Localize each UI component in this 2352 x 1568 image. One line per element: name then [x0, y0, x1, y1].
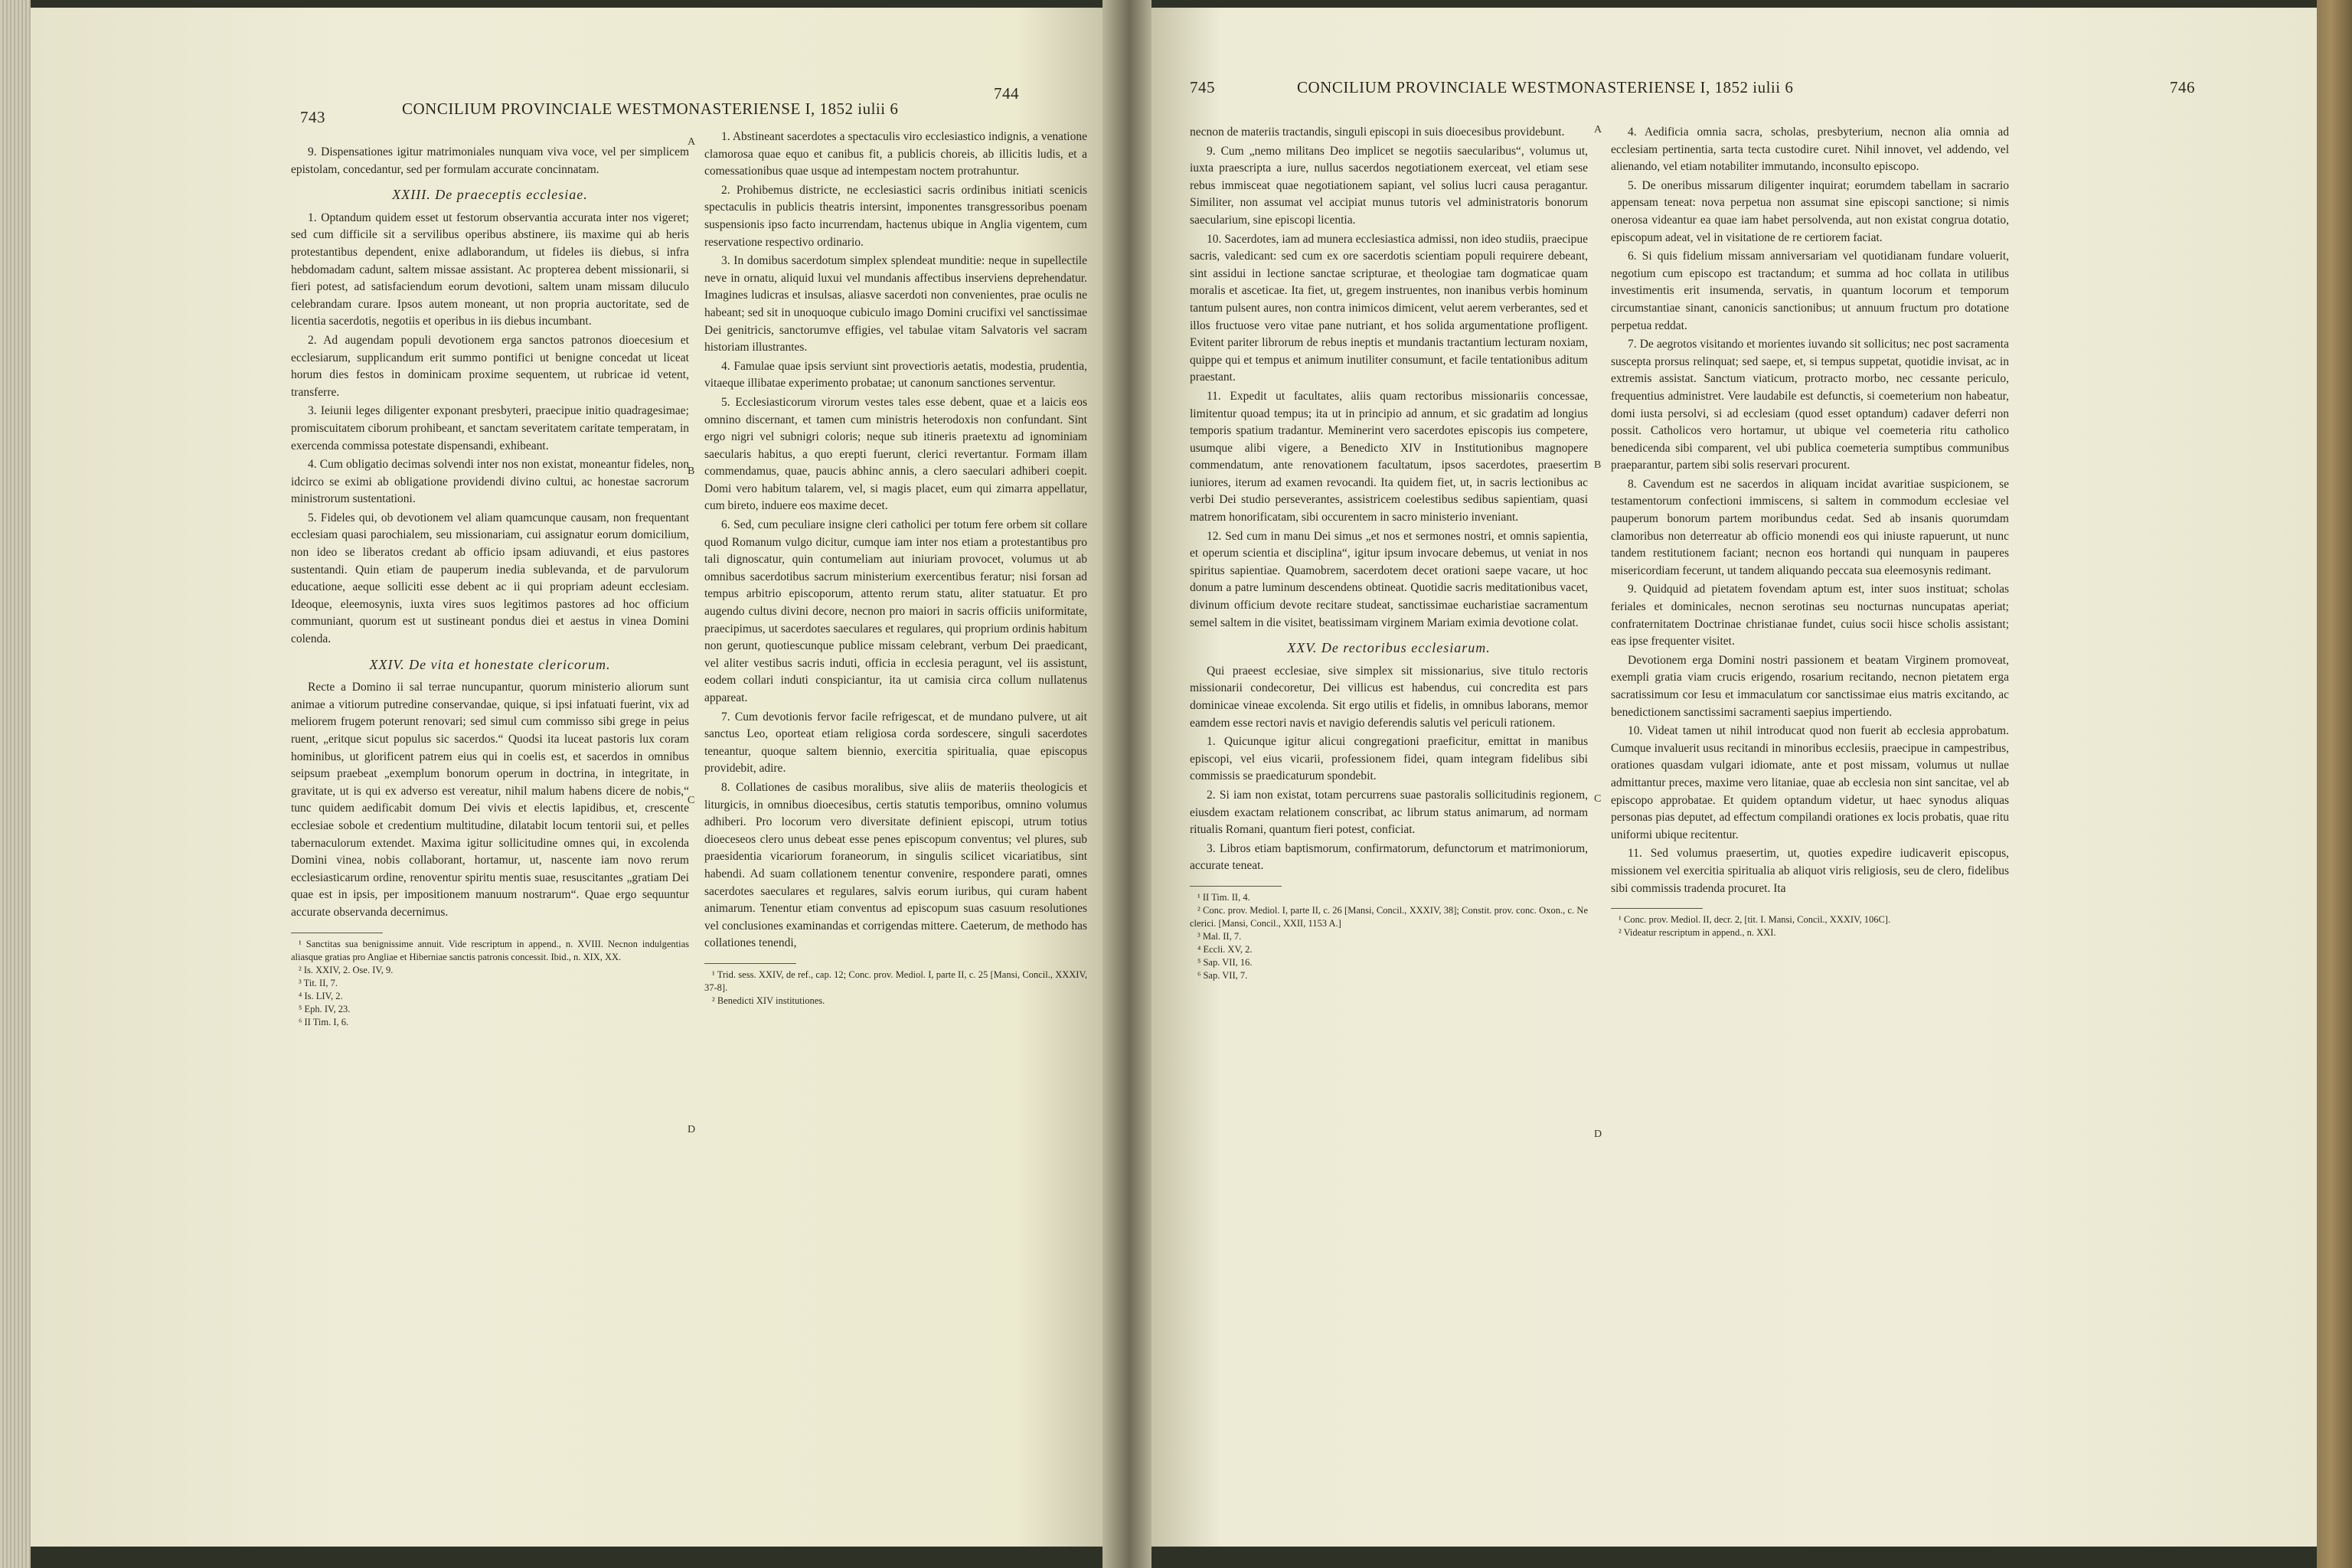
paragraph: 4. Aedificia omnia sacra, scholas, presbyterium, necnon alia omnia ad ecclesiam pertinentia, sarta tecta custodire curet. Nihil innovet, vel addendo, vel alienando, vel etiam notabiliter immutando, inconsulto episcopo.: [1611, 126, 2009, 174]
margin-letter-c: C: [688, 795, 695, 806]
margin-letter-d: D: [1594, 1129, 1602, 1140]
footnotes: [1190, 891, 1588, 982]
footnote: ² Conc. prov. Mediol. I, parte II, c. 26 [Mansi, Concil., XXXIV, 38]; Constit. prov. conc. Oxon., c. Ne clerici. [Mansi, Concil., XXII, 1153 A.]: [1190, 904, 1588, 929]
left-page-column-1: [291, 144, 689, 1516]
paragraph: 10. Sacerdotes, iam ad munera ecclesiastica admissi, non ideo studiis, praecipue sacris, valedicant: sed cum ex ore sacerdotis scientiam populi requirere debeant, sint assidui in lectione sanctae scripturae, et theologiae tam dogmaticae quam moralis et asceticae. Ita fiet, ut, gregem instruentes, non inanibus verbis hominum tantum pulsent aures, non contra inimicos dimicent, velut aerem verberantes, sed et illos fructuose vero vitae pane nutriant, et hos solida argumentatione profligent. Evitent pariter librorum de rebus ineptis et mundanis tractantium lecturam noxiam, quippe qui et tempus et animum inutiliter consumunt, et facile tentationibus aditum praestant.: [1190, 232, 1588, 384]
footnote: ⁶ Sap. VII, 7.: [1197, 969, 1248, 981]
page-number-745: 745: [1190, 78, 1215, 96]
paragraph: 9. Cum „nemo militans Deo implicet se negotiis saecularibus“, volumus ut, iuxta praescripta a iure, nullus sacerdos negotiationem exerceat, vel etiam sese rebus immisceat quae negotiationem sapiant, vel solius lucri causa peragantur. Similiter, non assumat vel accipiat munus tutoris vel administratoris bonorum saecularium, sine episcopi licentia.: [1190, 144, 1588, 227]
paragraph: 7. Cum devotionis fervor facile refrigescat, et de mundano pulvere, ut ait sanctus Leo, oporteat etiam religiosa corda sordescere, singuli sacerdotes teneantur, quoque saltem biennio, exercitia spiritualia, quae episcopus providebit, adire.: [704, 710, 1087, 776]
page-number-746: 746: [2170, 78, 2195, 96]
paragraph: 8. Cavendum est ne sacerdos in aliquam incidat avaritiae suspicionem, se testamentorum confectioni immiscens, si saltem in commodum ecclesiae vel pauperum bonorum partem moribundus cedat. Sed ab insanis quorumdam clamoribus non deterreatur ab officio monendi eos qui iniuste rapuerunt, ut nunc tandem restitutionem faciant; necnon eos hortandi qui nunquam in pauperes misericordiam fecerunt, ut tandem aliquando peccata sua eleemosynis redimant.: [1611, 477, 2009, 577]
page-number-743: 743: [300, 108, 325, 126]
running-title-right: CONCILIUM PROVINCIALE WESTMONASTERIENSE I, 1852 iulii 6: [1297, 78, 1794, 96]
margin-letter-b: B: [688, 466, 695, 477]
paragraph: 3. Libros etiam baptismorum, confirmatorum, defunctorum et matrimoniorum, accurate teneat.: [1190, 841, 1588, 873]
footnote: ¹ Sanctitas sua benignissime annuit. Vide rescriptum in append., n. XVIII. Necnon indulgentias aliasque gratias pro Angliae et Hiberniae sanctis patronis concessit. Ibid., n. XIX, XX.: [291, 938, 689, 962]
margin-letter-b: B: [1594, 459, 1602, 471]
chapter-heading: XXIV. De vita et honestate clericorum.: [369, 656, 611, 672]
paragraph: necnon de materiis tractandis, singuli episcopi in suis dioecesibus providebunt.: [1190, 126, 1565, 139]
left-page: [31, 8, 1102, 1547]
paragraph: 11. Expedit ut facultates, aliis quam rectoribus missionariis concessae, limitentur quoad tempus; ita ut in principio ad annum, et sic gradatim ad longius temporis spatium tradantur. Meminerint vero sacerdotes episcopis ius competere, usumque alibi vigere, a Benedicto XIV in Institutionibus magnopere commendatum, ante renovationem facultatum, ipsos sacerdotes, praesertim iuniores, iterum ad examen revocandi. Ita quidem fiet, ut, in sacris lectionibus ac verbi Dei studio perseverantes, assistricem coelestibus sedibus sapientiam, quasi matrem honorificatam, sibi occurentem in sacro ministerio inveniant.: [1190, 389, 1588, 524]
footnote: ³ Mal. II, 7.: [1197, 930, 1242, 942]
footnote: ³ Tit. II, 7.: [299, 977, 338, 988]
footnote: ⁵ Sap. VII, 16.: [1197, 956, 1253, 968]
footnote: ² Videatur rescriptum in append., n. XXI.: [1619, 927, 1776, 939]
paragraph: 5. De oneribus missarum diligenter inquirat; eorumdem tabellam in sacrario appensam teneat: nova perpetua non assumat sine episcopi sanctione; si nimis onerosa videantur ea quae iam habet persolvenda, aut non existat congrua dotatio, episcopum adeat, vel in visitatione de re certiorem faciat.: [1611, 178, 2009, 244]
book-edge-right: [2317, 0, 2352, 1568]
paragraph: 5. Fideles qui, ob devotionem vel aliam quamcunque causam, non frequentant ecclesiam quasi parochialem, seu missionariam, cui assignatur eorum domicilium, non ideo se liberatos credant ab officio ipsam adiuvandi, et eius pastores sustentandi. Quin etiam de pauperum inedia sublevanda, et de parvulorum educatione, aeque solliciti esse debent ac ii qui propriam adeunt ecclesiam. Ideoque, eleemosynis, iuxta vires suos legitimos pastores ad hoc officium communiant, quorum est ut sustineant pondus diei et aestus in vinea Domini colenda.: [291, 511, 689, 646]
paragraph: 12. Sed cum in manu Dei simus „et nos et sermones nostri, et omnis sapientia, et operum scientia et disciplina“, igitur ipsum invocare debemus, ut veniat in nos spiritus sapientiae. Quamobrem, sacerdotem decet orationi saepe vacare, ut hoc donum a patre luminum descendens obtineat. Quotidie sacris meditationibus vacet, divinum officium devote recitare studeat, sanctissimae eucharistiae sacramentum semel saltem in die visitet, beatissimam virginem Mariam eximia devotione colat.: [1190, 529, 1588, 629]
margin-letter-d: D: [688, 1124, 696, 1135]
book-gutter: [1102, 0, 1152, 1568]
paragraph: 1. Quicunque igitur alicui congregationi praeficitur, emittat in manibus episcopi, vel eius vicarii, professionem fidei, quam integram fidelibus sibi commissis se praedicaturum spondebit.: [1190, 735, 1588, 783]
right-page-header: [1152, 67, 2317, 113]
margin-letter-c: C: [1594, 793, 1602, 805]
right-page-column-1: [1190, 124, 1588, 1516]
paragraph: 5. Ecclesiasticorum virorum vestes tales esse debent, quae et a laicis eos omnino discernant, et tamen cum ministris heterodoxis non confundant. Sint ergo nigri vel subnigri coloris; neque sub itineris praetextu ad ignominiam saecularis habitus, a quo erepti fuerunt, clerici revertantur. Formam illam commendamus, quae, paucis abhinc annis, a clero saeculari adhiberi coepit. Domi vero habitum talarem, vel, si magis placet, eum qui zimarra appellatur, cum bireto, induere eos maxime decet.: [704, 395, 1087, 513]
footnote: ² Is. XXIV, 2. Ose. IV, 9.: [299, 964, 394, 975]
paragraph: 2. Prohibemus districte, ne ecclesiastici sacris ordinibus initiati scenicis spectaculis in publicis theatris intersint, imponentes transgressoribus poenam suspensionis ipso facto incurrendam, hactenus ubique in Anglia vigentem, cum reservatione respectivo ordinario.: [704, 183, 1087, 249]
chapter-heading: XXV. De rectoribus ecclesiarum.: [1287, 640, 1491, 656]
paragraph: 2. Si iam non existat, totam percurrens suae pastoralis sollicitudinis regionem, eiusdem exactam relationem conscribat, ac librum status animarum, ad normam ritualis Romani, quantum fieri potest, conficiat.: [1190, 788, 1588, 837]
left-page-header: [31, 67, 1102, 126]
right-page: [1152, 8, 2317, 1547]
footnote: ¹ II Tim. II, 4.: [1197, 891, 1250, 903]
paragraph: 6. Si quis fidelium missam anniversariam vel quotidianam fundare voluerit, negotium cum episcopo est tractandum; et summa ad hoc collata in utilibus investimentis erit insumenda, servatis, in quantum locorum et temporum circumstantiae sinant, canonicis sanctionibus; ut annuum fructum pro dotatione perpetua reddat.: [1611, 250, 2009, 332]
paragraph: 4. Cum obligatio decimas solvendi inter nos non existat, moneantur fideles, non idcirco se eximi ab obligatione providendi divino cultui, ac honestae sacrorum ministrorum sustentationi.: [291, 458, 689, 506]
paragraph: Devotionem erga Domini nostri passionem et beatam Virginem promoveat, exempli gratia viam crucis erigendo, rosarium recitando, necnon pietatem erga sacratissimum cor Iesu et immaculatum cor sanctissimae eius matris excitando, ac benedictionem sanctissimi sacramenti saepius impertiendo.: [1611, 653, 2009, 719]
paragraph: 3. Ieiunii leges diligenter exponant presbyteri, praecipue initio quadragesimae; promiscuitatem ciborum prohibeant, et sanctam severitatem caritate temperatam, in exercenda commissa potestate dispensandi, exhibeant.: [291, 404, 689, 452]
right-page-column-2: [1611, 124, 2009, 1516]
footnote-rule: [1190, 886, 1282, 887]
chapter-heading: XXIII. De praeceptis ecclesiae.: [392, 187, 588, 203]
paragraph: 4. Famulae quae ipsis serviunt sint provectioris aetatis, modestia, prudentia, vitaeque illibatae experimento probatae; ut canonum sanctiones serventur.: [704, 359, 1087, 390]
footnote: ¹ Conc. prov. Mediol. II, decr. 2, [tit. I. Mansi, Concil., XXXIV, 106C].: [1619, 914, 1891, 926]
running-title-left: CONCILIUM PROVINCIALE WESTMONASTERIENSE I, 1852 iulii 6: [402, 100, 899, 118]
footnote: ⁵ Eph. IV, 23.: [299, 1003, 351, 1014]
paragraph: 1. Optandum quidem esset ut festorum observantia accurata inter nos vigeret; sed cum difficile sit a servilibus operibus abstinere, iis maxime qui ab heris protestantibus dependent, enixe adlaborandum, ut fideles iis diebus, si infra hebdomadam cadunt, saltem missae assistant. Ac propterea debent missionarii, si fieri potest, ad satisfaciendum eorum devotioni, saltem unam missam diluculo celebrandam curare. Ipsos autem moneant, ut non propria auctoritate, sed de licentia sacerdotis, negotiis et operibus in iis diebus incumbant.: [291, 211, 689, 328]
paragraph: Recte a Domino ii sal terrae nuncupantur, quorum ministerio aliorum sunt animae a vitiorum putredine conservandae, quique, si ipsi infatuati fuerint, vix ad meliorem frugem poterunt renovari; sed simul cum commisso sibi grege in peius ruent, „eritque sicut populus sic sacerdos.“ Quodsi ita luceat pastoris lux coram hominibus, ut glorificent patrem eius qui in coelis est, et sacerdos in omnibus seipsum praebeat „exemplum bonorum operum in doctrina, in integritate, in gravitate, ut is qui ex adverso est vereatur, nihil malum habens dicere de nobis,“ tunc quidem aedificabit domum Dei vivis et electis lapidibus, et, crescente ecclesiae sobole et credentium multitudine, dilatabit locum tentorii sui, et pelles tabernaculorum extendet. Maxima igitur sollicitudine omnes qui, in excolenda Domini vinea, nobis collaborant, hortamur, ut, nascente iam novo rerum ecclesiasticarum ordine, renoventur spiritu mentis suae, resuscitantes „gratiam Dei quae est in ipsis, per impositionem manuum nostrarum“. Quae ergo sequuntur accurate observanda decernimus.: [291, 681, 689, 919]
paragraph: 9. Quidquid ad pietatem fovendam aptum est, inter suos instituat; scholas feriales et dominicales, necnon serotinas seu nocturnas nuncupatas aperiat; confraternitatem Doctrinae christianae fundet, cuius socii hisce scholis assistant; eas ipse frequenter visitet.: [1611, 583, 2009, 648]
book-edge-left: [0, 0, 31, 1568]
paragraph: 9. Dispensationes igitur matrimoniales nunquam viva voce, vel per simplicem epistolam, concedantur, sed per formulam accurate concinnatam.: [291, 145, 689, 176]
footnotes: [704, 969, 1087, 1008]
paragraph: 7. De aegrotos visitando et morientes iuvando sit sollicitus; nec post sacramenta suscepta prorsus relinquat; sed saepe, et, si tempus suppetat, quotidie invisat, ac in extremis assistat. Sanctum viaticum, protracto morbo, nec cessante periculo, frequentius administret. Vere laudabile est defunctis, si coemeterium non habeatur, domi iusta persolvi, si ad ecclesiam (quod esset optandum) cadaver deferri non possit. Catholicos vero hortamur, ut ubique vel coemeteria ritu catholico benedicenda sibi comparent, vel ubi publica coemeteria sumptibus communibus praeparantur, partem sibi solis reservari procurent.: [1611, 338, 2009, 472]
footnote: ¹ Trid. sess. XXIV, de ref., cap. 12; Conc. prov. Mediol. I, parte II, c. 25 [Mansi, Concil., XXXIV, 37-8].: [704, 969, 1087, 993]
footnote-rule: [1611, 908, 1703, 909]
paragraph: 1. Abstineant sacerdotes a spectaculis viro ecclesiastico indignis, a venatione clamorosa quae equo et canibus fit, a publicis choreis, ab illicitis ludis, et a comessationibus quae usque ad intempestam noctem protrahuntur.: [704, 130, 1087, 178]
footnotes: [1611, 913, 2009, 939]
footnote: ² Benedicti XIV institutiones.: [712, 995, 825, 1006]
footnote: ⁴ Eccli. XV, 2.: [1197, 943, 1253, 955]
footnote: ⁴ Is. LIV, 2.: [299, 990, 343, 1001]
paragraph: Qui praeest ecclesiae, sive simplex sit missionarius, sive titulo rectoris missionarii condecoretur, Dei villicus est habendus, cui concredita est pars dominicae vineae excolenda. Sit ergo utilis et fidelis, in omnibus laborans, memor eamdem esse rectori navis et navigio deferendis salutis vel periculi rationem.: [1190, 664, 1588, 730]
left-page-column-2: [704, 129, 1087, 1516]
paragraph: 10. Videat tamen ut nihil introducat quod non fuerit ab ecclesia approbatum. Cumque invaluerit usus recitandi in minoribus ecclesiis, praecipue in campestribus, orationes quasdam vulgari idiomate, ante et post missam, volumus ut nullae admittantur preces, maxime vero litaniae, quae ab ecclesia non sint sancitae, vel ab episcopo approbatae. Et quidem optandum videtur, ut haec synodus aliquas personas pias deputet, ad effectum compilandi orationes ex locis probatis, quae ritu uniformi ubique recitentur.: [1611, 724, 2009, 841]
paragraph: 2. Ad augendam populi devotionem erga sanctos patronos dioecesium et ecclesiarum, supplicandum erit summo pontifici ut benigne concedat ut liceat horum dies festos in dominicam proxime sequentem, ut rubricae id vetent, transferre.: [291, 333, 689, 399]
paragraph: 3. In domibus sacerdotum simplex splendeat munditie: neque in supellectile neve in ornatu, aliquid luxui vel mundanis affectibus inserviens deprehendatur. Imagines ludicras et insulsas, aliasve sacerdoti non convenientes, prae oculis ne habeant; sed sit in unoquoque cubiculo imago Domini crucifixi vel sanctissimae Dei genitricis, sanctorumve effigies, vel tabulae vitam Salvatoris vel sacram historiam illustrantes.: [704, 254, 1087, 354]
paragraph: 11. Sed volumus praesertim, ut, quoties expedire iudicaverit episcopus, missionem vel exercitia spiritualia ab aliquot viris religiosis, seu de clero, fidelibus sibi commissis tradenda procuret. Ita: [1611, 847, 2009, 895]
footnote-rule: [704, 963, 796, 964]
footnote: ⁶ II Tim. I, 6.: [299, 1016, 349, 1027]
paragraph: 8. Collationes de casibus moralibus, sive aliis de materiis theologicis et liturgicis, in omnibus dioecesibus, certis statutis temporibus, omnino volumus adhiberi. Pro locorum vero diversitate definient episcopi, utrum totius dioeceseos clero unus debeat esse penes episcopum conventus; vel plures, sub praesidentia vicariorum foraneorum, in singulis scilicet vicariatibus, sint habendi. Ad suam collationem tenentur convenire, respondere parati, omnes sacerdotes saeculares et regulares, salvis eorum iuribus, qui curam habent animarum. Tenentur etiam conventus ad episcopum suas casuum resolutiones vel conclusiones examinandas et corrigendas mittere. Caeterum, de methodo has collationes tenendi,: [704, 780, 1087, 950]
page-number-744: 744: [994, 84, 1019, 103]
margin-letter-a: A: [1594, 124, 1602, 136]
footnotes: [291, 938, 689, 1029]
paragraph: 6. Sed, cum peculiare insigne cleri catholici per totum fere orbem sit collare quod Romanum vulgo dicitur, cumque iam inter nos etiam a protestantibus pro tali dignoscatur, quin contumeliam aut iniuriam provocet, volumus ut ab omnibus sacerdotibus sacrum ministerium exercentibus feratur; nisi forsan ad tempus arbitrio episcoporum, attento rerum statu, aliter statuatur. Et pro augendo cultus divini decore, necnon pro maiori in sacris officiis uniformitate, praecipimus, ut sacerdotes saeculares et regulares, qui proprium ordinis habitum non gerunt, quotiescunque publice missam celebrant, verbum Dei praedicant, vel aliter vestibus sacris induti, officia in ecclesia peragunt, vel iis assistunt, eodem collari induti conspiciantur, ita ut camisia circa collum nullatenus appareat.: [704, 518, 1087, 704]
margin-letter-a: A: [688, 136, 696, 148]
